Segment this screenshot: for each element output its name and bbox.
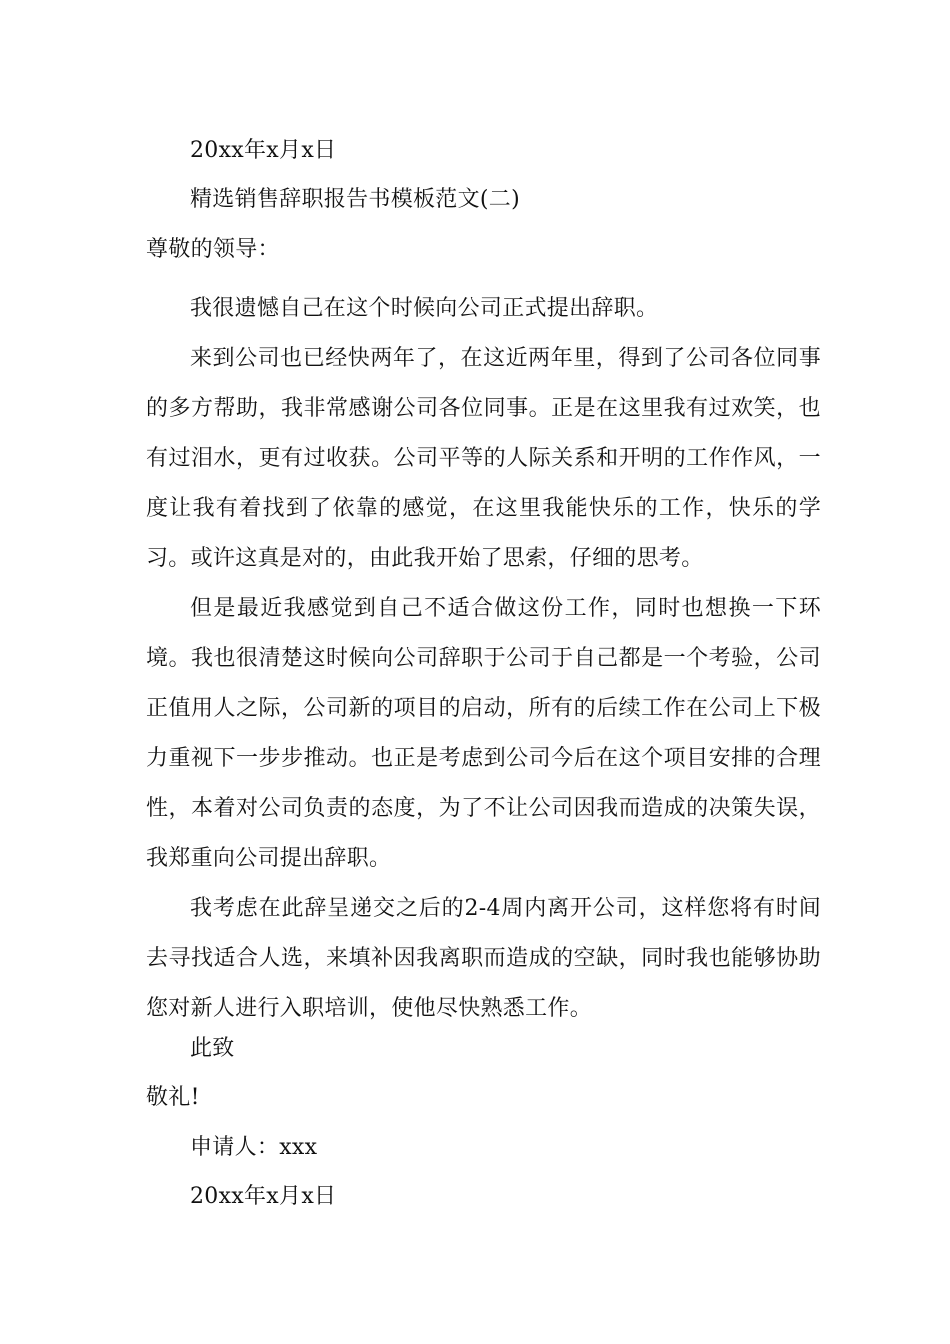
paragraph-4: 我考虑在此辞呈递交之后的2-4周内离开公司，这样您将有时间去寻找适合人选，来填补因我离职而造成的空缺，同时我也能够协助您对新人进行入职培训，使他尽快熟悉工作。	[146, 896, 821, 1021]
date-bottom: 20xx年x月x日	[190, 1184, 337, 1209]
closing-regards: 此致	[190, 1036, 235, 1061]
document-heading: 精选销售辞职报告书模板范文(二)	[190, 187, 520, 212]
date-top: 20xx年x月x日	[190, 138, 337, 163]
paragraph-3: 但是最近我感觉到自己不适合做这份工作，同时也想换一下环境。我也很清楚这时候向公司辞职于公司于自己都是一个考验，公司正值用人之际，公司新的项目的启动，所有的后续工作在公司上下极力重视下一步步推动。也正是考虑到公司今后在这个项目安排的合理性，本着对公司负责的态度，为了不让公司因我而造成的决策失误，我郑重向公司提出辞职。	[146, 596, 821, 871]
closing-salute: 敬礼!	[146, 1085, 200, 1110]
paragraph-2: 来到公司也已经快两年了，在这近两年里，得到了公司各位同事的多方帮助，我非常感谢公司各位同事。正是在这里我有过欢笑，也有过泪水，更有过收获。公司平等的人际关系和开明的工作作风，一度让我有着找到了依靠的感觉，在这里我能快乐的工作，快乐的学习。或许这真是对的，由此我开始了思索，仔细的思考。	[146, 346, 821, 571]
paragraph-1: 我很遗憾自己在这个时候向公司正式提出辞职。	[190, 296, 659, 321]
salutation: 尊敬的领导：	[146, 237, 280, 262]
applicant-line: 申请人：xxx	[190, 1135, 318, 1160]
